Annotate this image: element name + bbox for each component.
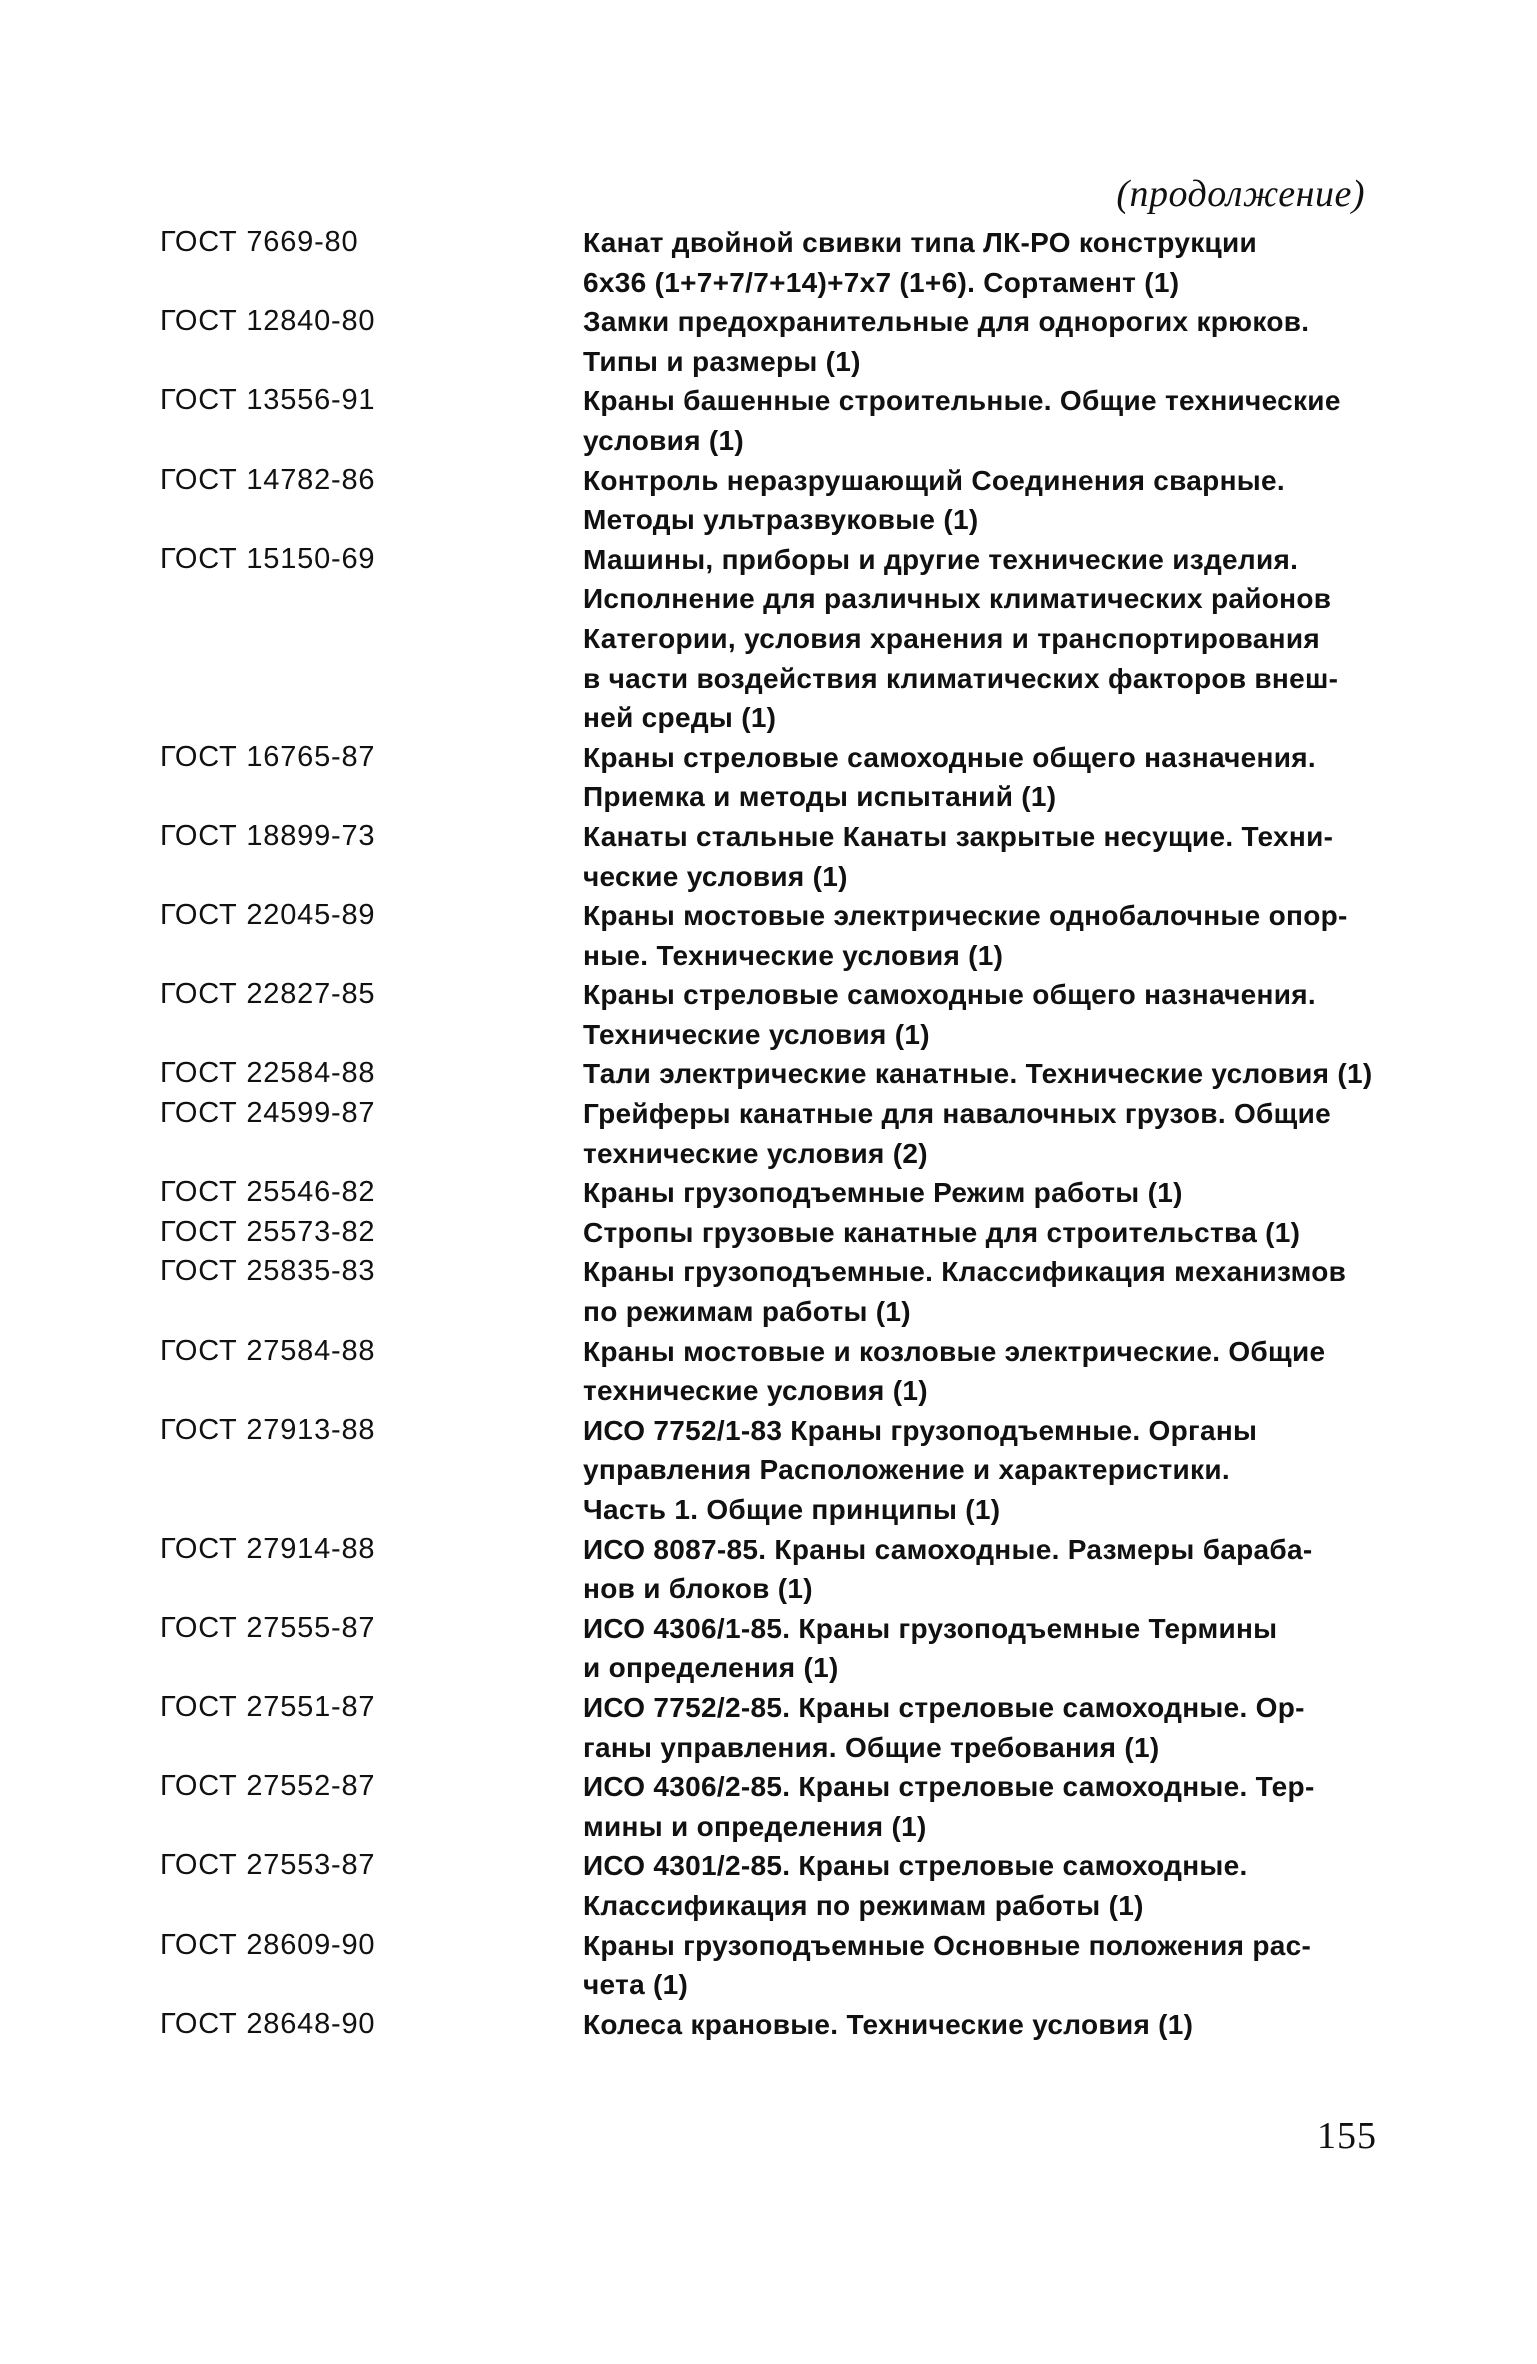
standard-code: ГОСТ 27913-88 — [160, 1413, 376, 1446]
standard-title-line: 6x36 (1+7+7/7+14)+7x7 (1+6). Сортамент (1) — [583, 266, 1180, 298]
standard-title-line: ные. Технические условия (1) — [583, 939, 1004, 971]
standard-code: ГОСТ 14782-86 — [160, 463, 376, 496]
standard-title-line: Контроль неразрушающий Соединения сварные. — [583, 464, 1285, 496]
standard-title — [583, 540, 1380, 738]
standard-code: ГОСТ 22045-89 — [160, 899, 376, 932]
standard-code: ГОСТ 18899-73 — [160, 819, 376, 852]
standard-entry — [160, 540, 1380, 738]
standard-title-line: Краны грузоподъемные. Классификация механизмов — [583, 1256, 1347, 1288]
standard-title — [583, 896, 1380, 975]
standard-code: ГОСТ 22827-85 — [160, 978, 376, 1011]
standard-title-line: ганы управления. Общие требования (1) — [583, 1731, 1160, 1763]
standard-code: ГОСТ 28648-90 — [160, 2007, 376, 2040]
standard-title-line: чета (1) — [583, 1969, 689, 2001]
standard-title-line: Краны грузоподъемные Основные положения рас- — [583, 1929, 1312, 1961]
standard-title-line: Методы ультразвуковые (1) — [583, 504, 979, 536]
standard-entry — [160, 1332, 1380, 1411]
standard-title-line: Грейферы канатные для навалочных грузов. Общие — [583, 1098, 1331, 1130]
standard-title-line: ИСО 7752/1-83 Краны грузоподъемные. Органы — [583, 1414, 1258, 1446]
standard-code: ГОСТ 27555-87 — [160, 1611, 376, 1644]
standard-code: ГОСТ 25835-83 — [160, 1255, 376, 1288]
standard-title — [583, 1332, 1380, 1411]
standard-title-line: ИСО 4306/2-85. Краны стреловые самоходные. Тер- — [583, 1771, 1315, 1803]
standard-title-line: Краны башенные строительные. Общие технические — [583, 385, 1341, 417]
standard-entry — [160, 1252, 1380, 1331]
standard-entry — [160, 1688, 1380, 1767]
standard-code: ГОСТ 27553-87 — [160, 1849, 376, 1882]
continuation-label: (продолжение) — [1116, 173, 1365, 215]
standard-title-line: ческие условия (1) — [583, 860, 848, 892]
standard-code: ГОСТ 27584-88 — [160, 1334, 376, 1367]
standard-title — [583, 223, 1380, 302]
standard-entry — [160, 975, 1380, 1054]
standard-title-line: в части воздействия климатических факторов внеш- — [583, 662, 1339, 694]
standard-entry — [160, 1846, 1380, 1925]
standard-title — [583, 1213, 1380, 1253]
standard-title — [583, 1054, 1380, 1094]
standard-entry — [160, 223, 1380, 302]
standard-entry — [160, 1767, 1380, 1846]
standard-title-line: нов и блоков (1) — [583, 1573, 813, 1605]
standard-entry — [160, 1530, 1380, 1609]
standard-title — [583, 1252, 1380, 1331]
standard-entry — [160, 2005, 1380, 2045]
standard-title-line: Приемка и методы испытаний (1) — [583, 781, 1057, 813]
standard-title-line: технические условия (2) — [583, 1137, 928, 1169]
standard-title-line: технические условия (1) — [583, 1375, 928, 1407]
standard-code: ГОСТ 13556-91 — [160, 384, 376, 417]
standard-entry — [160, 1094, 1380, 1173]
standard-title — [583, 1411, 1380, 1530]
standard-entry — [160, 1411, 1380, 1530]
page-number: 155 — [1317, 2115, 1377, 2157]
standard-title — [583, 1609, 1380, 1688]
standard-title-line: Технические условия (1) — [583, 1018, 930, 1050]
standard-title-line: Краны мостовые электрические однобалочные опор- — [583, 900, 1348, 932]
standard-title-line: Канат двойной свивки типа ЛК-РО конструкции — [583, 227, 1258, 258]
standard-title-line: мины и определения (1) — [583, 1810, 927, 1842]
standard-title-line: Канаты стальные Канаты закрытые несущие. Техни- — [583, 820, 1334, 852]
standard-code: ГОСТ 27551-87 — [160, 1690, 376, 1723]
standard-title-line: условия (1) — [583, 424, 745, 456]
standard-title-line: Тали электрические канатные. Технические условия (1) — [583, 1058, 1373, 1090]
standard-entry — [160, 1054, 1380, 1094]
standard-title-line: по режимам работы (1) — [583, 1296, 911, 1328]
standard-title-line: Часть 1. Общие принципы (1) — [583, 1494, 1001, 1525]
standard-title-line: Машины, приборы и другие технические изделия. — [583, 543, 1299, 575]
standard-title — [583, 1846, 1380, 1925]
standard-entry — [160, 302, 1380, 381]
standard-code: ГОСТ 15150-69 — [160, 542, 376, 575]
standard-code: ГОСТ 22584-88 — [160, 1057, 376, 1090]
standard-title — [583, 1767, 1380, 1846]
standard-title-line: Замки предохранительные для однорогих крюков. — [583, 306, 1310, 338]
standard-title — [583, 1530, 1380, 1609]
standard-title — [583, 1688, 1380, 1767]
standard-title — [583, 461, 1380, 540]
standard-title-line: ИСО 4301/2-85. Краны стреловые самоходные. — [583, 1850, 1248, 1882]
standard-title-line: Краны грузоподъемные Режим работы (1) — [583, 1177, 1183, 1209]
standard-title-line: ней среды (1) — [583, 702, 777, 734]
standard-title-line: управления Расположение и характеристики. — [583, 1454, 1230, 1486]
standard-code: ГОСТ 27552-87 — [160, 1770, 376, 1803]
standard-title — [583, 1094, 1380, 1173]
standard-title — [583, 2005, 1380, 2045]
standard-title — [583, 738, 1380, 817]
standard-entry — [160, 1609, 1380, 1688]
standard-title — [583, 302, 1380, 381]
standard-title-line: Краны мостовые и козловые электрические. Общие — [583, 1335, 1326, 1367]
standard-code: ГОСТ 24599-87 — [160, 1097, 376, 1130]
standards-list — [160, 223, 1380, 2044]
standard-entry — [160, 1173, 1380, 1213]
standard-code: ГОСТ 7669-80 — [160, 226, 359, 258]
standard-title-line: ИСО 4306/1-85. Краны грузоподъемные Термины — [583, 1612, 1278, 1644]
standard-title-line: Стропы грузовые канатные для строительства (1) — [583, 1216, 1301, 1248]
standard-code: ГОСТ 12840-80 — [160, 305, 376, 338]
standard-title-line: Краны стреловые самоходные общего назначения. — [583, 741, 1316, 773]
standard-title-line: Колеса крановые. Технические условия (1) — [583, 2008, 1194, 2040]
standard-title-line: Исполнение для различных климатических районов — [583, 583, 1332, 615]
standard-title — [583, 975, 1380, 1054]
standard-code: ГОСТ 16765-87 — [160, 740, 376, 773]
standard-entry — [160, 1926, 1380, 2005]
standard-entry — [160, 896, 1380, 975]
standard-entry — [160, 381, 1380, 460]
standard-code: ГОСТ 27914-88 — [160, 1532, 376, 1565]
standard-title — [583, 381, 1380, 460]
standard-code: ГОСТ 28609-90 — [160, 1928, 376, 1961]
standard-title — [583, 1173, 1380, 1213]
standard-entry — [160, 1213, 1380, 1253]
standard-code: ГОСТ 25573-82 — [160, 1215, 376, 1248]
standard-title-line: ИСО 7752/2-85. Краны стреловые самоходные. Ор- — [583, 1691, 1305, 1723]
standard-title-line: Краны стреловые самоходные общего назначения. — [583, 979, 1316, 1011]
standard-entry — [160, 738, 1380, 817]
standard-title-line: Категории, условия хранения и транспортирования — [583, 622, 1320, 654]
standard-entry — [160, 461, 1380, 540]
standard-title-line: Классификация по режимам работы (1) — [583, 1889, 1144, 1921]
standard-code: ГОСТ 25546-82 — [160, 1176, 376, 1209]
standard-entry — [160, 817, 1380, 896]
standard-title-line: и определения (1) — [583, 1652, 839, 1684]
standard-title — [583, 1926, 1380, 2005]
standard-title-line: ИСО 8087-85. Краны самоходные. Размеры бараба- — [583, 1533, 1313, 1565]
standard-title — [583, 817, 1380, 896]
standard-title-line: Типы и размеры (1) — [583, 345, 861, 377]
